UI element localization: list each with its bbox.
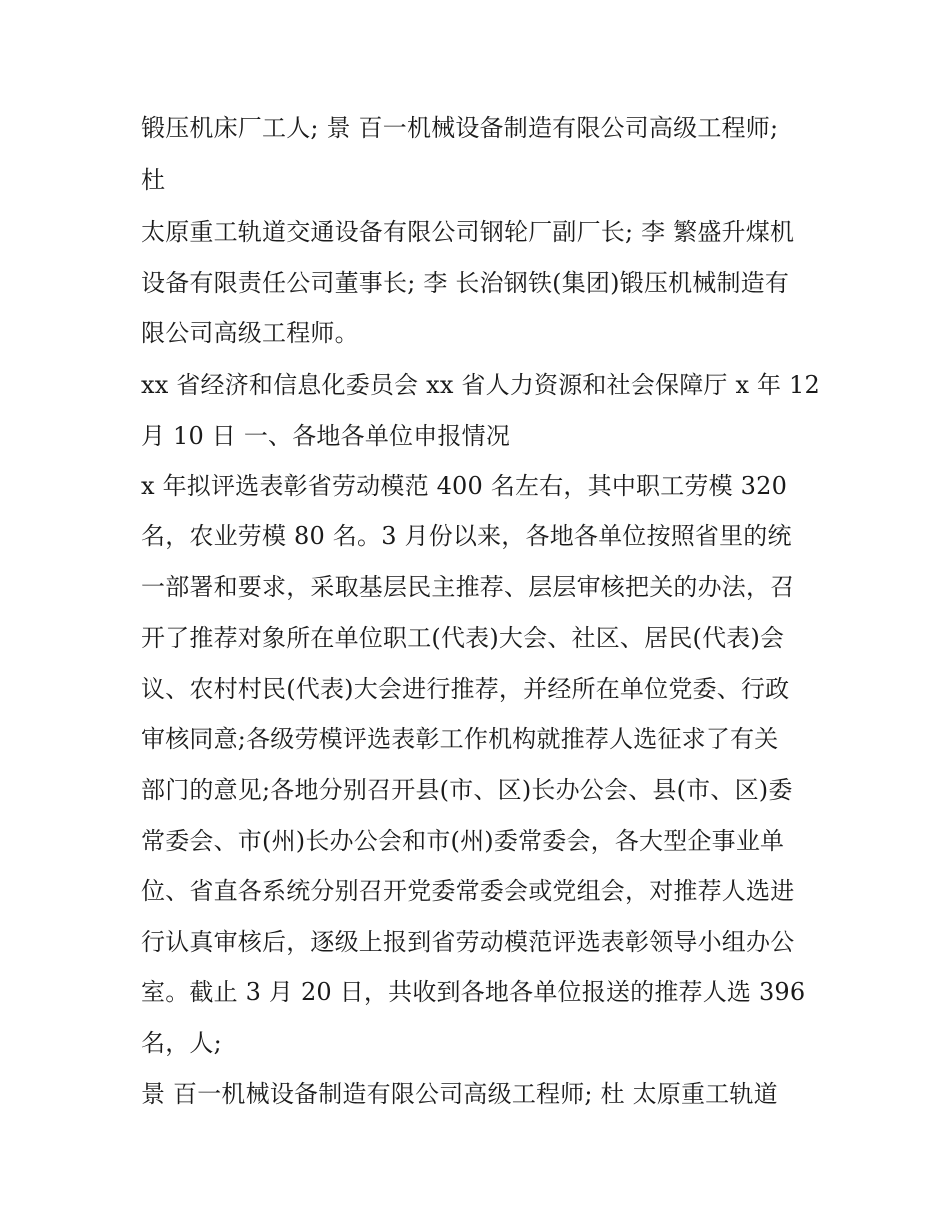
text-line: 设备有限责任公司董事长; 李 长治钢铁(集团)锻压机械制造有: [141, 269, 790, 297]
text-line: 锻压机床厂工人; 景 百一机械设备制造有限公司高级工程师;: [141, 114, 779, 142]
text-line: 名，农业劳模 80 名。3 月份以来，各地各单位按照省里的统: [141, 522, 792, 550]
text-line: xx 省经济和信息化委员会 xx 省人力资源和社会保障厅 x 年 12: [141, 371, 820, 399]
text-line: 一部署和要求，采取基层民主推荐、层层审核把关的办法，召: [141, 573, 795, 601]
text-line: 月 10 日 一、各地各单位申报情况: [141, 422, 511, 450]
text-line: 议、农村村民(代表)大会进行推荐，并经所在单位党委、行政: [141, 675, 790, 703]
text-line: 审核同意;各级劳模评选表彰工作机构就推荐人选征求了有关: [141, 725, 779, 753]
text-line: 常委会、市(州)长办公会和市(州)委常委会，各大型企事业单: [141, 827, 785, 855]
text-line: 部门的意见;各地分别召开县(市、区)长办公会、县(市、区)委: [141, 776, 793, 804]
text-line: 限公司高级工程师。: [141, 319, 359, 347]
text-line: 名，人;: [141, 1029, 222, 1057]
text-line: 开了推荐对象所在单位职工(代表)大会、社区、居民(代表)会: [141, 624, 785, 652]
text-line: 室。截止 3 月 20 日，共收到各地各单位报送的推荐人选 396: [141, 978, 806, 1006]
text-line: 位、省直各系统分别召开党委常委会或党组会，对推荐人选进: [141, 877, 795, 905]
text-line: 太原重工轨道交通设备有限公司钢轮厂副厂长; 李 繁盛升煤机: [141, 218, 795, 246]
text-line: 杜: [141, 166, 166, 194]
text-line: 景 百一机械设备制造有限公司高级工程师; 杜 太原重工轨道: [141, 1080, 778, 1108]
text-line: x 年拟评选表彰省劳动模范 400 名左右，其中职工劳模 320: [141, 472, 788, 500]
text-line: 行认真审核后，逐级上报到省劳动模范评选表彰领导小组办公: [141, 928, 795, 956]
